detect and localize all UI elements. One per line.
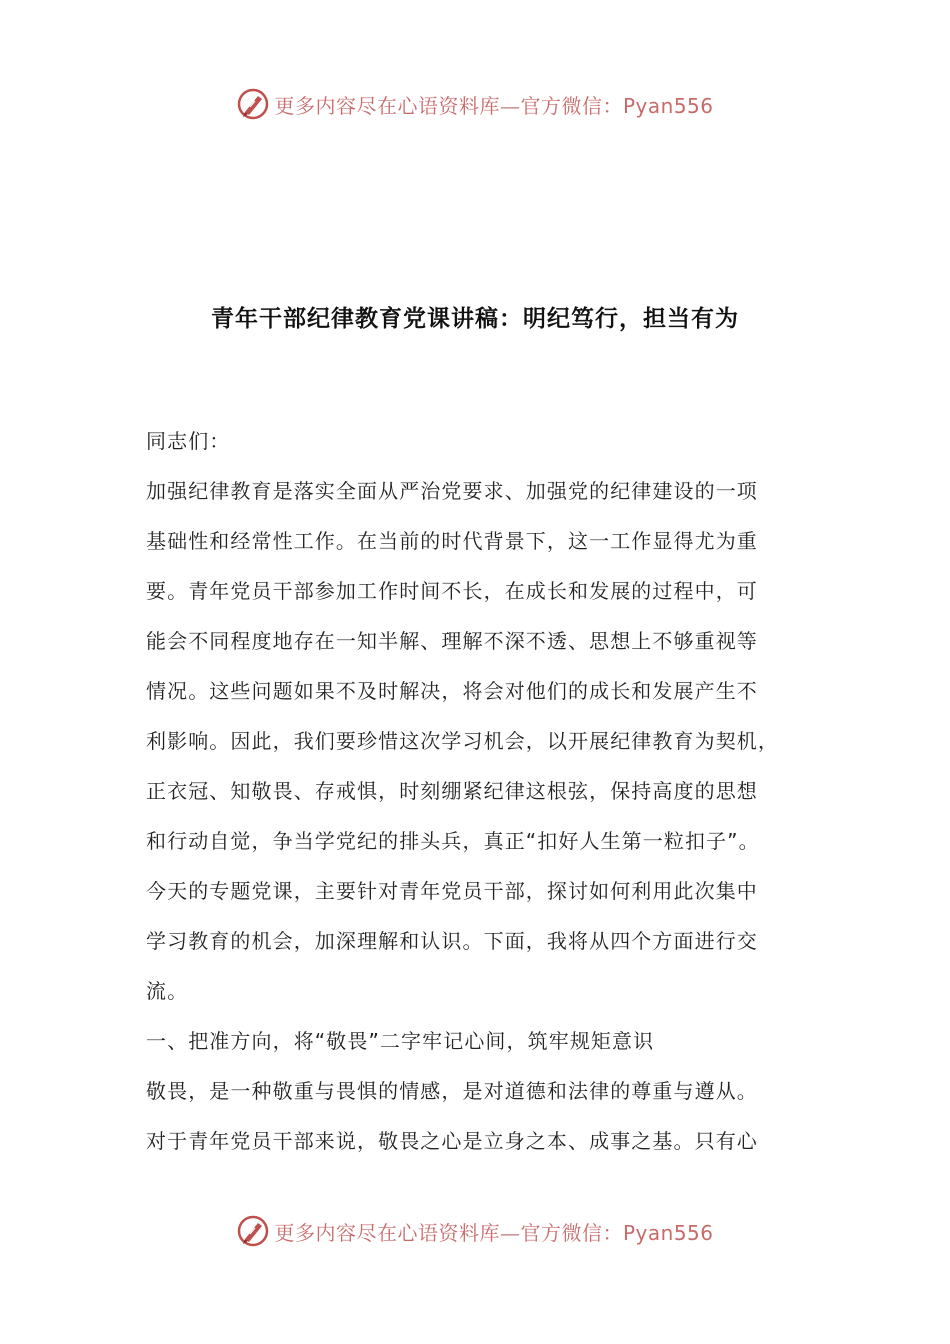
header-banner-suffix: 官方微信： [520,93,623,118]
body-line: 加强纪律教育是落实全面从严治党要求、加强党的纪律建设的一项 [146,479,758,503]
header-banner-title: 更多内容尽在心语资料库 [274,93,500,118]
body-line: 敬畏，是一种敬重与畏惧的情感，是对道德和法律的尊重与遵从。 [146,1079,758,1103]
document-title: 青年干部纪律教育党课讲稿：明纪笃行，担当有为 [211,305,739,332]
body-line: 今天的专题党课，主要针对青年党员干部，探讨如何利用此次集中 [146,879,758,903]
body-line: 和行动自觉，争当学党纪的排头兵，真正“扣好人生第一粒扣子”。 [146,829,760,853]
body-line: 对于青年党员干部来说，敬畏之心是立身之本、成事之基。只有心 [146,1129,758,1153]
body-line: 能会不同程度地存在一知半解、理解不深不透、思想上不够重视等 [146,629,758,653]
pen-logo-icon [236,1214,270,1248]
footer-wechat-id: Pyan556 [622,1220,714,1245]
body-line: 流。 [146,979,189,1003]
header-banner-separator: — [499,93,521,118]
document-body [146,416,811,1166]
header-banner [0,84,950,124]
body-line: 要。青年党员干部参加工作时间不长，在成长和发展的过程中，可 [146,579,758,603]
pen-logo-icon [236,87,270,121]
body-line: 情况。这些问题如果不及时解决，将会对他们的成长和发展产生不 [146,679,758,703]
section-heading: 一、把准方向，将“敬畏”二字牢记心间，筑牢规矩意识 [146,1029,655,1053]
header-banner-text [274,90,713,119]
header-wechat-id: Pyan556 [622,93,714,118]
footer-banner-suffix: 官方微信： [520,1220,623,1245]
body-line: 利影响。因此，我们要珍惜这次学习机会，以开展纪律教育为契机， [146,729,779,753]
footer-banner-separator: — [499,1220,521,1245]
body-line: 正衣冠、知敬畏、存戒惧，时刻绷紧纪律这根弦，保持高度的思想 [146,779,758,803]
footer-banner-title: 更多内容尽在心语资料库 [274,1220,500,1245]
body-line: 学习教育的机会，加深理解和认识。下面，我将从四个方面进行交 [146,929,758,953]
footer-banner-text [274,1217,713,1246]
body-line: 基础性和经常性工作。在当前的时代背景下，这一工作显得尤为重 [146,529,758,553]
body-line: 同志们： [146,429,231,453]
footer-banner [0,1211,950,1251]
